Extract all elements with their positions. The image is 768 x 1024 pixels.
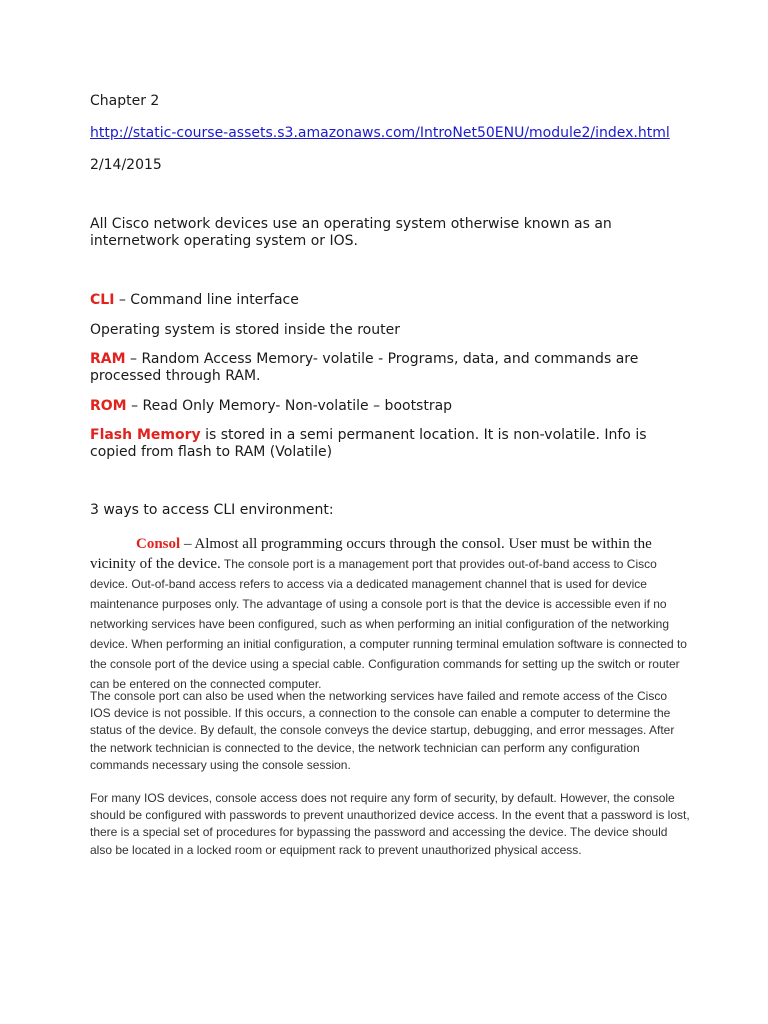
- chapter-heading: Chapter 2: [90, 93, 160, 109]
- flash-definition: [90, 427, 690, 461]
- course-url-link[interactable]: http://static-course-assets.s3.amazonaws.com/IntroNet50ENU/module2/index.html: [90, 125, 670, 141]
- ram-term: RAM: [90, 351, 126, 367]
- flash-term: Flash Memory: [90, 427, 201, 443]
- rom-desc: – Read Only Memory- Non-volatile – bootstrap: [126, 398, 453, 414]
- consol-term: Consol: [136, 536, 181, 552]
- consol-lead: – Almost all programming occurs through the consol. User must be within the vicinity of the device.: [90, 536, 652, 572]
- console-security-paragraph: For many IOS devices, console access does not require any form of security, by default. However, the console should be configured with passwords to prevent unauthorized device access. In the event that a password is lost, there is a special set of procedures for bypassing the password and accessing the device. The device should also be located in a locked room or equipment rack to prevent unauthorized physical access.: [90, 791, 690, 857]
- ram-definition: [90, 351, 690, 385]
- cli-desc: – Command line interface: [114, 292, 299, 308]
- console-failure-paragraph: The console port can also be used when the networking services have failed and remote access of the Cisco IOS device is not possible. If this occurs, a connection to the console can enable a computer to determine the status of the device. By default, the console conveys the device startup, debugging, and error messages. After the network technician is connected to the device, the network technician can perform any configuration commands necessary using the console session.: [90, 689, 675, 772]
- cli-definition: [90, 292, 299, 309]
- os-stored-line: Operating system is stored inside the router: [90, 322, 400, 338]
- rom-term: ROM: [90, 398, 127, 414]
- date-line: 2/14/2015: [90, 157, 162, 173]
- consol-body: The console port is a management port that provides out-of-band access to Cisco device. Out-of-band access refers to access via a dedicated management channel that is used for device maintenance purposes only. The advantage of using a console port is that the device is accessible even if no networking services have been configured, such as when performing an initial configuration of the networking device. When performing an initial configuration, a computer running terminal emulation software is connected to the console port of the device using a special cable. Configuration commands for setting up the switch or router can be entered on the connected computer.: [90, 557, 687, 691]
- intro-paragraph: All Cisco network devices use an operating system otherwise known as an internetwork operating system or IOS.: [90, 216, 612, 249]
- ways-heading: 3 ways to access CLI environment:: [90, 502, 334, 518]
- rom-definition: [90, 398, 452, 415]
- course-url-line: [90, 125, 670, 142]
- cli-term: CLI: [90, 292, 115, 308]
- ram-desc: – Random Access Memory- volatile - Programs, data, and commands are processed through RAM.: [90, 351, 639, 384]
- consol-paragraph: [90, 533, 690, 693]
- flash-desc: is stored in a semi permanent location. It is non-volatile. Info is copied from flash to RAM (Volatile): [90, 427, 647, 460]
